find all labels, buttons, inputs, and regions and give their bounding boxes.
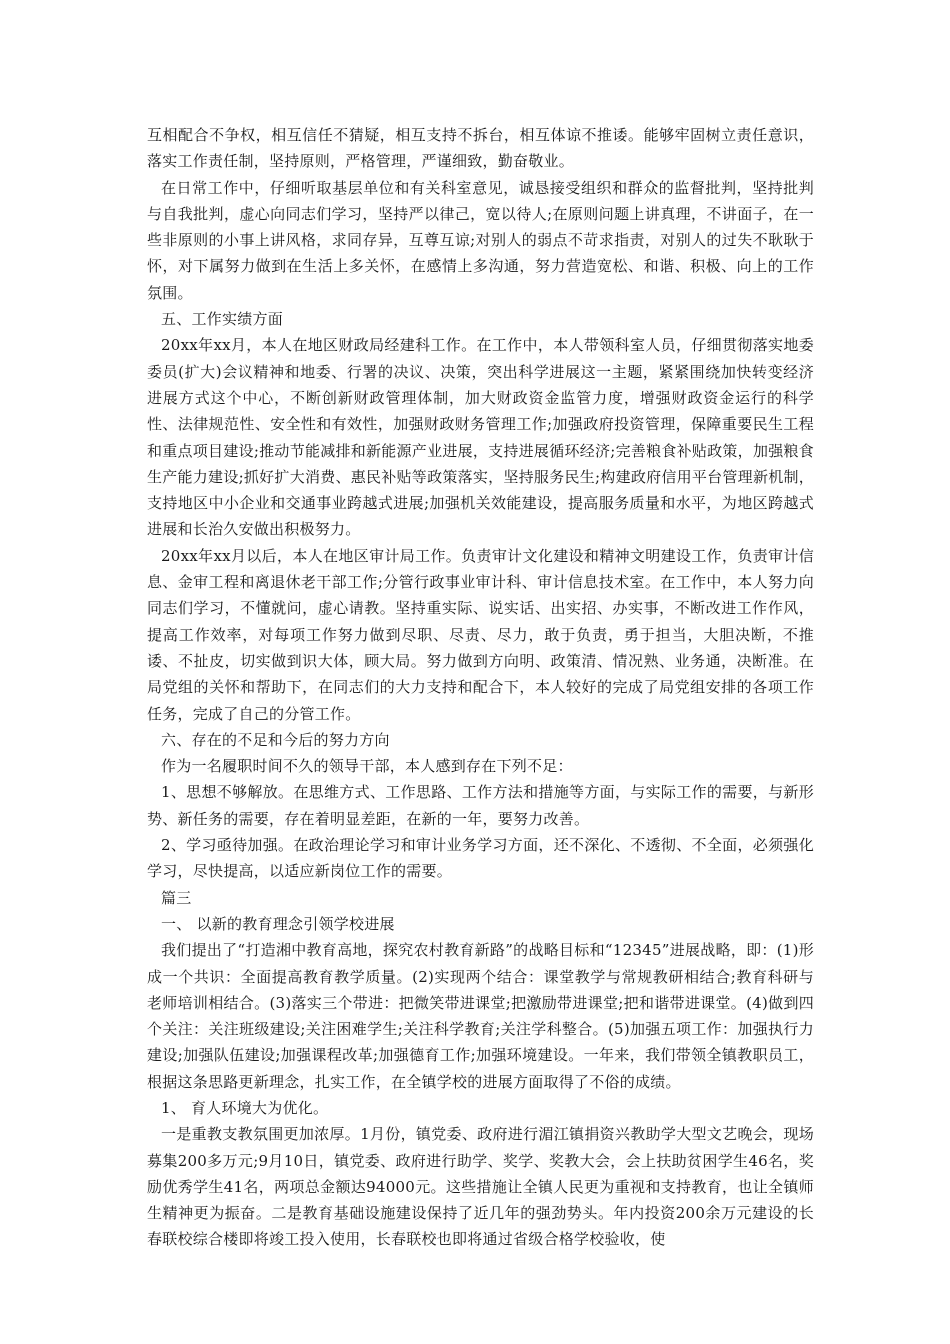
paragraph-1: 互相配合不争权，相互信任不猜疑，相互支持不拆台，相互体谅不推诿。能够牢固树立责任意识，落实工作责任制，坚持原则，严格管理，严谨细致，勤奋敬业。 xyxy=(147,126,814,171)
paragraph-7: 2、学习亟待加强。在政治理论学习和审计业务学习方面，还不深化、不透彻、不全面，必须强化学习，尽快提高，以适应新岗位工作的需要。 xyxy=(147,836,814,881)
paragraph-2: 在日常工作中，仔细听取基层单位和有关科室意见，诚恳接受组织和群众的监督批判，坚持批判与自我批判，虚心向同志们学习，坚持严以律己，宽以待人;在原则问题上讲真理，不讲面子，在一些非原则的小事上讲风格，求同存异，互尊互谅;对别人的弱点不苛求指责，对别人的过失不耿耿于怀，对下属努力做到在生活上多关怀，在感情上多沟通，努力营造宽松、和谐、积极、向上的工作氛围。 xyxy=(147,178,814,302)
section-heading-1: 一、 以新的教育理念引领学校进展 xyxy=(161,914,395,933)
section-heading-6: 六、存在的不足和今后的努力方向 xyxy=(161,730,390,749)
document-page xyxy=(147,122,814,1253)
paragraph-4: 20xx年xx月以后，本人在地区审计局工作。负责审计文化建设和精神文明建设工作，负责审计信息、金审工程和离退休老干部工作;分管行政事业审计科、审计信息技术室。在工作中，本人努力向同志们学习，不懂就问，虚心请教。坚持重实际、说实话、出实招、办实事，不断改进工作作风，提高工作效率，对每项工作努力做到尽职、尽责、尽力，敢于负责，勇于担当，大胆决断，不推诿、不扯皮，切实做到识大体，顾大局。努力做到方向明、政策清、情况熟、业务通，决断准。在局党组的关怀和帮助下，在同志们的大力支持和配合下，本人较好的完成了局党组安排的各项工作任务，完成了自己的分管工作。 xyxy=(147,546,814,723)
paragraph-5: 作为一名履职时间不久的领导干部，本人感到存在下列不足： xyxy=(161,757,573,776)
paragraph-3: 20xx年xx月，本人在地区财政局经建科工作。在工作中，本人带领科室人员，仔细贯彻落实地委委员(扩大)会议精神和地委、行署的决议、决策，突出科学进展这一主题，紧紧围绕加快转变经济进展方式这个中心，不断创新财政管理体制，加大财政资金监管力度，增强财政资金运行的科学性、法律规范性、安全性和有效性，加强财政财务管理工作;加强政府投资管理，保障重要民生工程和重点项目建设;推动节能减排和新能源产业进展，支持进展循环经济;完善粮食补贴政策，加强粮食生产能力建设;抓好扩大消费、惠民补贴等政策落实，坚持服务民生;构建政府信用平台管理新机制，支持地区中小企业和交通事业跨越式进展;加强机关效能建设，提高服务质量和水平，为地区跨越式进展和长治久安做出积极努力。 xyxy=(147,336,814,539)
paragraph-8: 我们提出了“打造湘中教育高地，探究农村教育新路”的战略目标和“12345”进展战略，即：(1)形成一个共识：全面提高教育教学质量。(2)实现两个结合：课堂教学与常规教研相结合;教育科研与老师培训相结合。(3)落实三个带进：把微笑带进课堂;把激励带进课堂;把和谐带进课堂。(4)做到四个关注：关注班级建设;关注困难学生;关注科学教育;关注学科整合。(5)加强五项工作：加强执行力建设;加强队伍建设;加强课程改革;加强德育工作;加强环境建设。一年来，我们带领全镇教职员工，根据这条思路更新理念，扎实工作，在全镇学校的进展方面取得了不俗的成绩。 xyxy=(147,941,814,1091)
subsection-heading-1: 1、 育人环境大为优化。 xyxy=(161,1098,329,1117)
section-heading-5: 五、工作实绩方面 xyxy=(161,310,284,329)
part-three-heading: 篇三 xyxy=(161,888,192,907)
paragraph-9: 一是重教支教氛围更加浓厚。1月份，镇党委、政府进行湄江镇捐资兴教助学大型文艺晚会，现场募集200多万元;9月10日，镇党委、政府进行助学、奖学、奖教大会，会上扶助贫困学生46名，奖励优秀学生41名，两项总金额达94000元。这些措施让全镇人民更为重视和支持教育，也让全镇师生精神更为振奋。二是教育基础设施建设保持了近几年的强劲势头。年内投资200余万元建设的长春联校综合楼即将竣工投入使用，长春联校也即将通过省级合格学校验收，使 xyxy=(147,1125,814,1249)
paragraph-6: 1、思想不够解放。在思维方式、工作思路、工作方法和措施等方面，与实际工作的需要，与新形势、新任务的需要，存在着明显差距，在新的一年，要努力改善。 xyxy=(147,783,814,828)
